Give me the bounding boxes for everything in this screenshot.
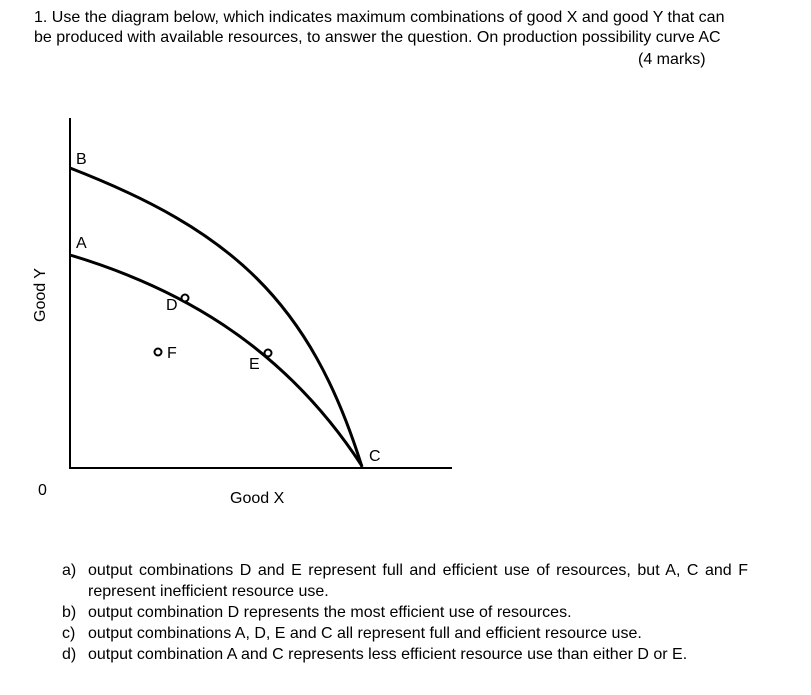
label-a: A xyxy=(76,235,87,252)
option-text: output combinations A, D, E and C all represent full and efficient resource use. xyxy=(88,625,642,642)
label-d: D xyxy=(166,297,178,314)
option-letter: b) xyxy=(62,604,77,621)
label-f: F xyxy=(167,345,177,362)
marks-label: (4 marks) xyxy=(638,51,706,68)
option-d[interactable] xyxy=(58,644,758,665)
point-d-marker xyxy=(182,295,189,302)
y-axis-label: Good Y xyxy=(32,268,49,322)
x-axis-label: Good X xyxy=(230,490,285,507)
option-letter: c) xyxy=(62,625,76,642)
option-text: output combination A and C represents less efficient resource use than either D or E. xyxy=(88,646,688,663)
answer-options xyxy=(58,560,758,665)
option-text: output combination D represents the most efficient use of resources. xyxy=(88,604,572,621)
point-f-marker xyxy=(155,349,162,356)
label-e: E xyxy=(249,356,260,373)
question-text: 1. Use the diagram below, which indicates maximum combinations of good X and good Y that can be produced with available resources, to answer the question. On production possibility curve AC xyxy=(34,9,725,46)
option-letter: d) xyxy=(62,646,77,663)
option-letter: a) xyxy=(62,562,77,579)
option-c[interactable] xyxy=(58,623,758,644)
point-e-marker xyxy=(265,350,272,357)
option-text: output combinations D and E represent full and efficient use of resources, but A, C and F represent inefficient resource use. xyxy=(88,562,748,600)
curve-b xyxy=(70,168,362,467)
origin-label: 0 xyxy=(38,482,47,499)
option-a[interactable] xyxy=(58,560,758,602)
label-b: B xyxy=(76,151,87,168)
label-c: C xyxy=(369,448,381,465)
option-b[interactable] xyxy=(58,602,758,623)
